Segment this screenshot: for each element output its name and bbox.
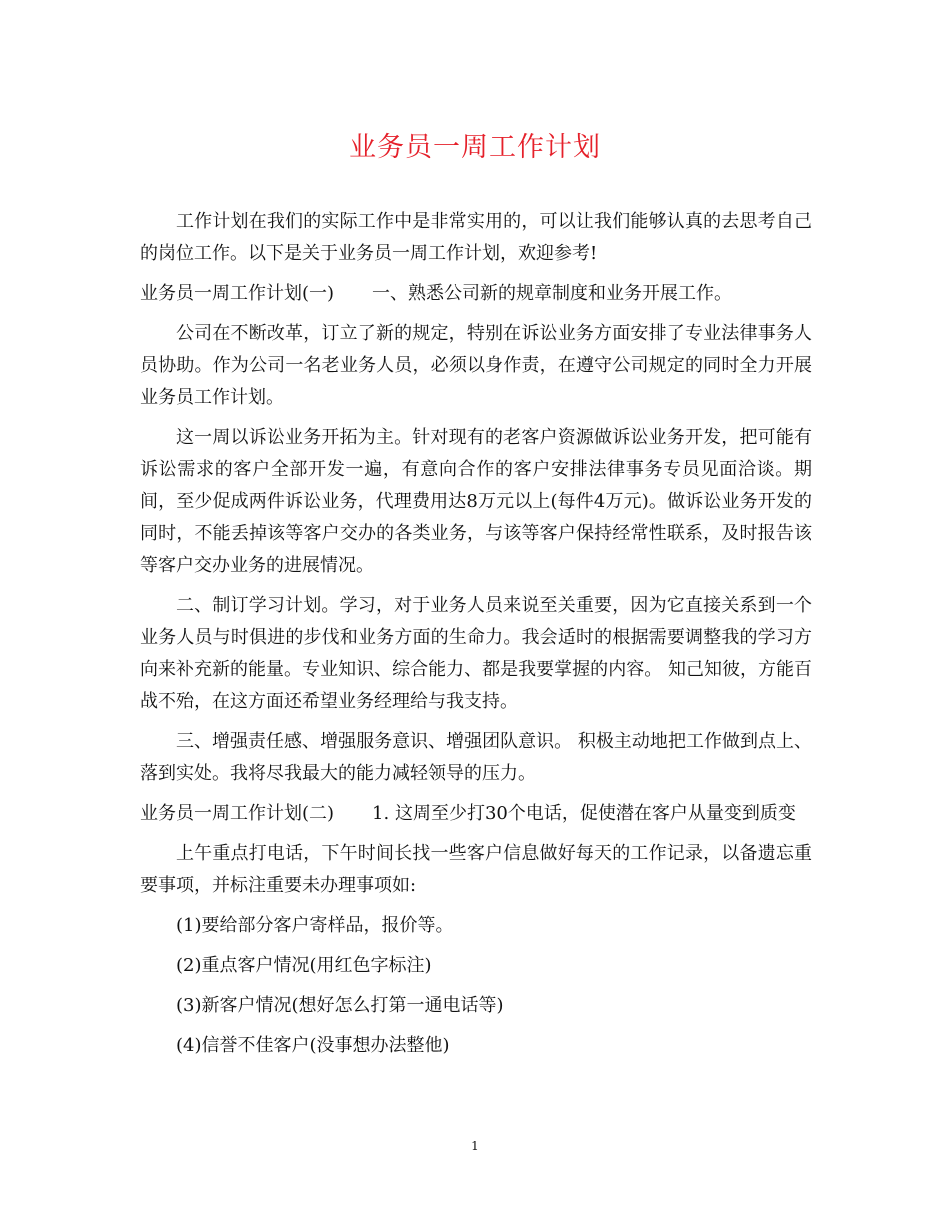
plan-two-heading-paragraph [140,798,812,830]
responsibility-paragraph: 三、增强责任感、增强服务意识、增强团队意识。 积极主动地把工作做到点上、落到实处。我将尽我最大的能力减轻领导的压力。 [140,731,812,784]
company-reform-paragraph: 公司在不断改革，订立了新的规定，特别在诉讼业务方面安排了专业法律事务人员协助。作为公司一名老业务人员，必须以身作责，在遵守公司规定的同时全力开展业务员工作计划。 [140,323,812,408]
intro-paragraph: 工作计划在我们的实际工作中是非常实用的，可以让我们能够认真的去思考自己的岗位工作。以下是关于业务员一周工作计划，欢迎参考! [140,211,812,264]
study-plan-paragraph: 二、制订学习计划。学习，对于业务人员来说至关重要，因为它直接关系到一个业务人员与时俱进的步伐和业务方面的生命力。我会适时的根据需要调整我的学习方向来补充新的能量。专业知识、综合能力、都是我要掌握的内容。 知己知彼，方能百战不殆，在这方面还希望业务经理给与我支持。 [140,595,812,712]
list-item: (4)信誉不佳客户(没事想办法整他) [176,1035,450,1056]
list-item: (3)新客户情况(想好怎么打第一通电话等) [176,995,504,1016]
document-body [140,206,812,1062]
plan-one-heading-paragraph [140,278,812,310]
page-number: 1 [471,1139,479,1153]
litigation-business-paragraph: 这一周以诉讼业务开拓为主。针对现有的老客户资源做诉讼业务开发，把可能有诉讼需求的客户全部开发一遍，有意向合作的客户安排法律事务专员见面洽谈。期间，至少促成两件诉讼业务，代理费用达8万元以上(每件4万元)。做诉讼业务开发的同时，不能丢掉该等客户交办的各类业务，与该等客户保持经常性联系，及时报告该等客户交办业务的进展情况。 [140,427,812,576]
plan-one-heading: 业务员一周工作计划(一) [140,283,335,304]
plan-two-item-one: 1. 这周至少打30个电话，促使潜在客户从量变到质变 [372,803,796,824]
document-title: 业务员一周工作计划 [349,132,601,163]
plan-two-heading: 业务员一周工作计划(二) [140,803,335,824]
plan-one-item-one: 一、熟悉公司新的规章制度和业务开展工作。 [372,283,733,304]
list-item: (1)要给部分客户寄样品，报价等。 [176,915,454,936]
list-item: (2)重点客户情况(用红色字标注) [176,955,432,976]
daily-calls-paragraph: 上午重点打电话，下午时间长找一些客户信息做好每天的工作记录，以备遗忘重要事项，并标注重要未办理事项如: [140,843,812,896]
